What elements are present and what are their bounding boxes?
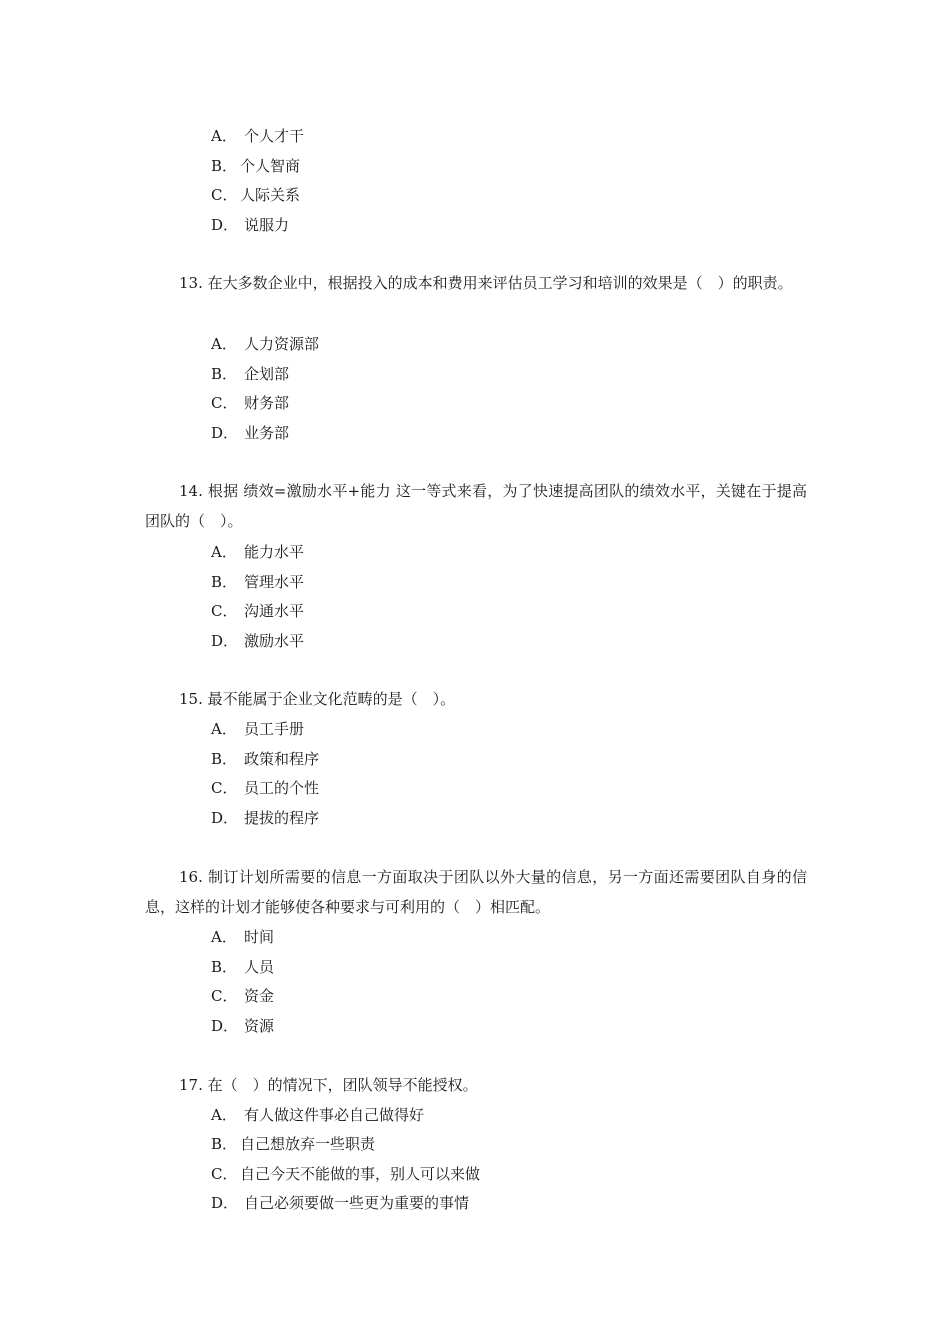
option-a: [211, 542, 304, 562]
option-letter: C．: [211, 987, 238, 1005]
option-b: [211, 1134, 375, 1154]
option-d: [211, 215, 289, 235]
option-letter: B．: [211, 157, 238, 175]
option-text: 财务部: [244, 394, 290, 412]
option-text: 资源: [244, 1017, 275, 1035]
option-letter: D．: [211, 1017, 239, 1035]
option-letter: B．: [211, 750, 238, 768]
option-letter: D．: [211, 216, 239, 234]
option-a: [211, 1105, 424, 1125]
option-d: [211, 808, 319, 828]
option-a: [211, 719, 304, 739]
option-text: 自己想放弃一些职责: [240, 1135, 376, 1153]
option-c: [211, 601, 304, 621]
option-text: 沟通水平: [244, 602, 305, 620]
option-letter: C．: [211, 779, 238, 797]
option-c: [211, 185, 300, 205]
option-text: 个人才干: [244, 127, 305, 145]
option-b: [211, 572, 304, 592]
question-13-stem: 13. 在大多数企业中，根据投入的成本和费用来评估员工学习和培训的效果是（ ）的职责。: [179, 274, 793, 292]
option-text: 自己今天不能做的事，别人可以来做: [240, 1165, 481, 1183]
option-text: 人际关系: [240, 186, 301, 204]
option-text: 人力资源部: [244, 335, 320, 353]
question-17-stem: 17. 在（ ）的情况下，团队领导不能授权。: [179, 1076, 478, 1094]
option-letter: D．: [211, 632, 239, 650]
option-a: [211, 334, 319, 354]
option-b: [211, 957, 274, 977]
option-c: [211, 1164, 480, 1184]
option-letter: C．: [211, 602, 238, 620]
option-letter: C．: [211, 394, 238, 412]
option-text: 管理水平: [244, 573, 305, 591]
option-letter: C．: [211, 1165, 238, 1183]
option-text: 自己必须要做一些更为重要的事情: [244, 1194, 470, 1212]
option-b: [211, 749, 319, 769]
option-text: 员工的个性: [244, 779, 320, 797]
option-c: [211, 778, 319, 798]
option-letter: B．: [211, 365, 238, 383]
option-letter: B．: [211, 958, 238, 976]
option-text: 资金: [244, 987, 275, 1005]
option-a: [211, 126, 304, 146]
option-a: [211, 927, 274, 947]
option-text: 说服力: [244, 216, 290, 234]
option-letter: D．: [211, 809, 239, 827]
option-letter: A．: [211, 127, 237, 145]
option-d: [211, 423, 289, 443]
option-d: [211, 1016, 274, 1036]
option-letter: B．: [211, 1135, 238, 1153]
option-text: 企划部: [244, 365, 290, 383]
option-text: 提拔的程序: [244, 809, 320, 827]
option-letter: A．: [211, 543, 237, 561]
option-c: [211, 986, 274, 1006]
option-text: 政策和程序: [244, 750, 320, 768]
option-b: [211, 156, 300, 176]
question-14-stem: 14. 根据 绩效=激励水平+能力 这一等式来看，为了快速提高团队的绩效水平，关键在于提高团队的（ ）。: [145, 482, 807, 530]
option-letter: B．: [211, 573, 238, 591]
option-text: 个人智商: [240, 157, 301, 175]
option-letter: D．: [211, 424, 239, 442]
question-16-stem: 16. 制订计划所需要的信息一方面取决于团队以外大量的信息，另一方面还需要团队自身的信息，这样的计划才能够使各种要求与可利用的（ ）相匹配。: [145, 868, 807, 916]
option-text: 激励水平: [244, 632, 305, 650]
option-letter: A．: [211, 335, 237, 353]
option-text: 时间: [244, 928, 275, 946]
option-d: [211, 1193, 469, 1213]
option-d: [211, 631, 304, 651]
option-text: 人员: [244, 958, 275, 976]
option-text: 有人做这件事必自己做得好: [244, 1106, 425, 1124]
option-letter: D．: [211, 1194, 239, 1212]
option-letter: A．: [211, 928, 237, 946]
option-text: 能力水平: [244, 543, 305, 561]
option-c: [211, 393, 289, 413]
option-letter: A．: [211, 1106, 237, 1124]
option-letter: A．: [211, 720, 237, 738]
question-15-stem: 15. 最不能属于企业文化范畴的是（ ）。: [179, 690, 456, 708]
option-letter: C．: [211, 186, 238, 204]
option-text: 业务部: [244, 424, 290, 442]
option-text: 员工手册: [244, 720, 305, 738]
option-b: [211, 364, 289, 384]
